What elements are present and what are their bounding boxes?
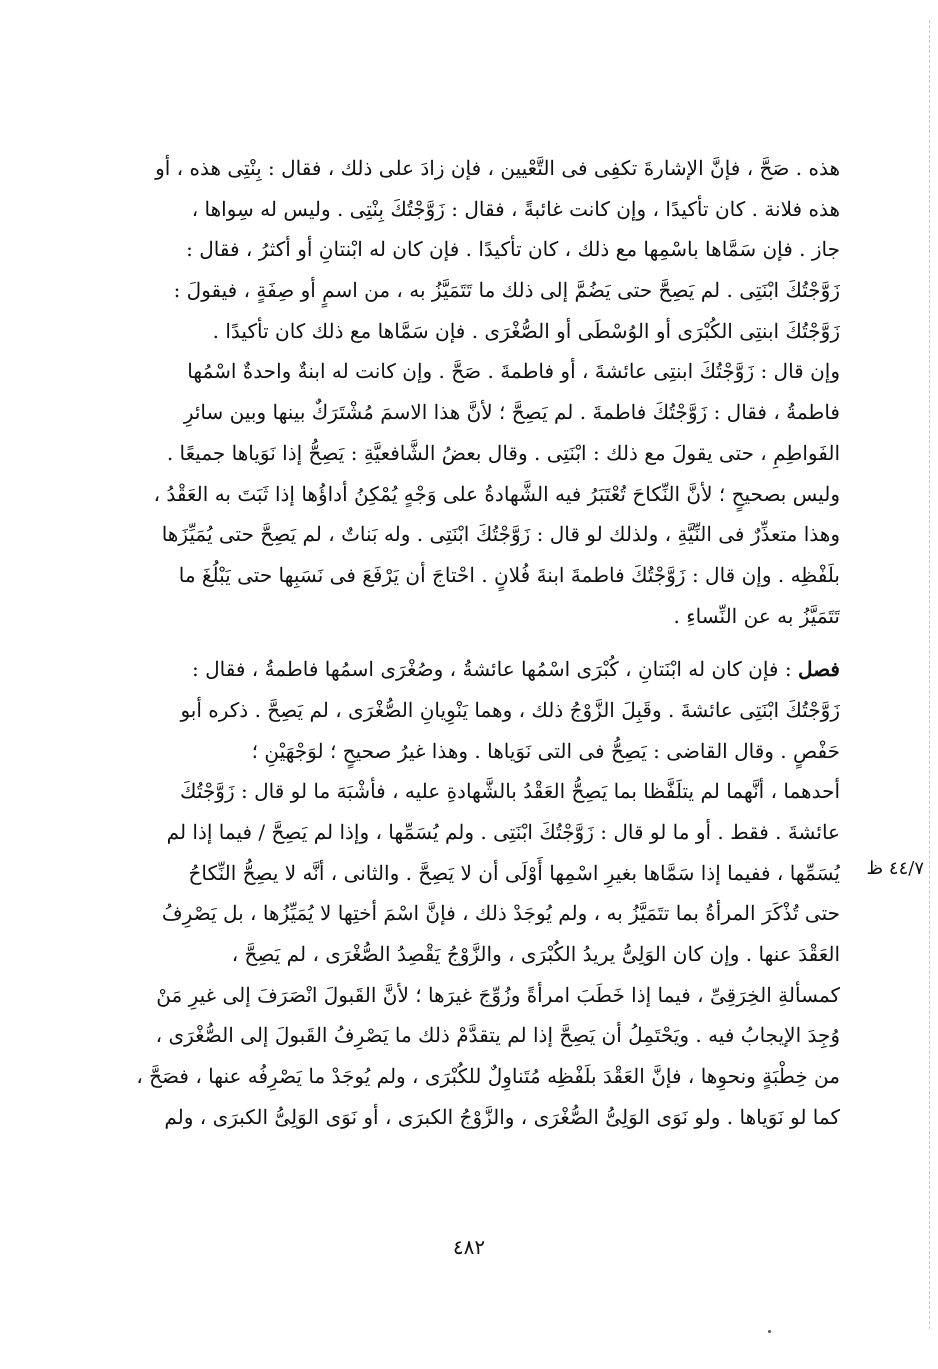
text-line: حتى تُذْكَرَ المرأةُ بما تتَمَيَّزُ به ، ولم يُوجَدْ ذلك ، فإنَّ اسْمَ أختِها لا يُمَيِّزُها ، بل يَصْرِفُ [161,901,840,926]
text-line: بلَفْظِه . وإن قال : زَوَّجْتُكَ فاطمةَ ابنةَ فُلانٍ . احْتاجَ أن يَرْفَعَ فى نَسَبِها حتى يَبْلُغَ ما [178,562,840,587]
text-line: حَفْصٍ . وقال القاضى : يَصِحُّ فى التى نَوَياها . وهذا غيرُ صحيحٍ ؛ لوَجْهَيْنِ ؛ [251,738,840,763]
section-heading: فصل [797,657,840,682]
text-line: وُجِدَ الإيجابُ فيه . ويَحْتَمِلُ أن يَصِحَّ إذا لم يتقدَّمْ ذلك ما يَصْرِفُ القَبولَ إلى الصُّغْرَى ، [155,1023,840,1048]
text-line: الفَواطِمِ ، حتى يقولَ مع ذلك : ابْنَتِى . وقال بعضُ الشَّافعيَّةِ : يَصِحُّ إذا نَوَياها جميعًا . [166,440,840,465]
text-line: من خِطْبَةٍ ونحوِها ، فإنَّ العَقْدَ بلَفْظِه مُتَناوِلٌ للكُبْرَى ، ولم يُوجَدْ ما يَصْرِفُه عنها ، فصَحَّ ، [136,1064,840,1089]
main-text [120,148,840,1138]
text-line: وليس بصحيحٍ ؛ لأنَّ النِّكاحَ تُعْتَبَرُ فيه الشَّهادةُ على وَجْهٍ يُمْكِنُ أداؤُها إذا ثَبَتَ به العَقْدُ ، [153,481,840,506]
text-line: كمسألةِ الخِرَقِىِّ ، فيما إذا خَطَبَ امرأةً وزُوِّجَ غيرَها ؛ لأنَّ القَبولَ انْصَرَفَ إلى غيرِ مَنْ [156,982,840,1007]
scan-speck [768,1330,771,1333]
text-line-paragraph-end: تَتَمَيَّزُ به عن النِّساءِ . [673,603,840,628]
text-line: عائشةَ . فقط . أو ما لو قال : زَوَّجْتُكَ ابْنَتِى . ولم يُسَمِّها ، وإذا لم يَصِحَّ / فيما إذا لم [166,820,840,844]
text-line: يُسَمِّها ، ففيما إذا سَمَّاها بغيرِ اسْمِها أَوْلَى أن لا يَصِحَّ . والثانى ، أنَّه لا يصِحُّ النِّكاحُ [188,860,840,885]
text-line: فاطمةُ ، فقال : زَوَّجْتُكَ فاطمةَ . لم يَصِحَّ ؛ لأنَّ هذا الاسمَ مُشْتَرَكٌ بينها وبين سائرِ [183,400,840,425]
text-line: وهذا متعذِّرٌ فى النِّيَّةِ ، ولذلك لو قال : زَوَّجْتُكَ ابْنَتِى . وله بَناتٌ ، لم يَصِحَّ حتى يُمَيِّزَها [161,522,840,547]
page-edge-line [929,20,930,1329]
section-first-line [120,649,840,690]
page-number: ٤٨٢ [452,1235,486,1259]
margin-manuscript-reference: ٤٤/٧ ظ [866,858,924,879]
text-line: العَقْدَ عنها . وإن كان الوَلِىُّ يريدُ الكُبْرَى ، والزَّوْجُ يَقْصِدُ الصُّغْرَى ، لم يَصِحَّ ، [231,942,840,967]
text-line: هذه . صَحَّ ، فإنَّ الإشارةَ تكفِى فى التَّعْيين ، فإن زادَ على ذلك ، فقال : بِنْتِى هذه ، أو [155,156,840,180]
text-line: زَوَّجْتُكَ ابْنَتِى . لم يَصِحَّ حتى يَضُمَّ إلى ذلك ما تَتَمَيَّزُ به ، من اسمٍ أو صِفَةٍ ، فيقولَ : [173,278,840,303]
text-line: جاز . فإن سَمَّاها باسْمِها مع ذلك ، كان تأكيدًا . فإن كان له ابْنتانِ أو أكثرُ ، فقال : [186,237,840,262]
text-line: كما لو نَوَياها . ولو نَوَى الوَلِىُّ الصُّغْرَى ، والزَّوْجُ الكبرَى ، أو نَوَى الوَلِىُّ الكبرَى ، ولم [164,1104,840,1129]
text-line: زَوَّجْتُكَ ابنتِى الكُبْرَى أو الوُسْطَى أو الصُّغْرَى . فإن سَمَّاها مع ذلك كان تأكيدًا . [212,318,840,343]
text-line: هذه فلانة . كان تأكيدًا ، وإن كانت غائبةً ، فقال : زَوَّجْتُكَ بِنْتِى . وليس له سِواها ، [191,196,840,221]
text-line: أحدهما ، أنَّهما لم يتلَفَّظا بما يَصِحُّ العَقْدُ بالشَّهادةِ عليه ، فأشْبَهَ ما لو قال : زَوَّجْتُكَ [180,779,840,804]
section-first-text: : فإن كان له ابْنَتانِ ، كُبْرَى اسْمُها عائشةُ ، وصُغْرَى اسمُها فاطمةُ ، فقال : [192,657,792,682]
text-line: وإن قال : زَوَّجْتُكَ ابنتِى عائشةَ ، أو فاطمةَ . صَحَّ . وإن كانت له ابنةٌ واحدةٌ اسْمُها [187,359,840,384]
text-line: زَوَّجْتُكَ ابْنَتِى عائشةَ . وقَبِلَ الزَّوْجُ ذلك ، وهما يَنْوِيانِ الصُّغْرَى ، لم يَصِحَّ . ذكره أبو [180,697,840,722]
